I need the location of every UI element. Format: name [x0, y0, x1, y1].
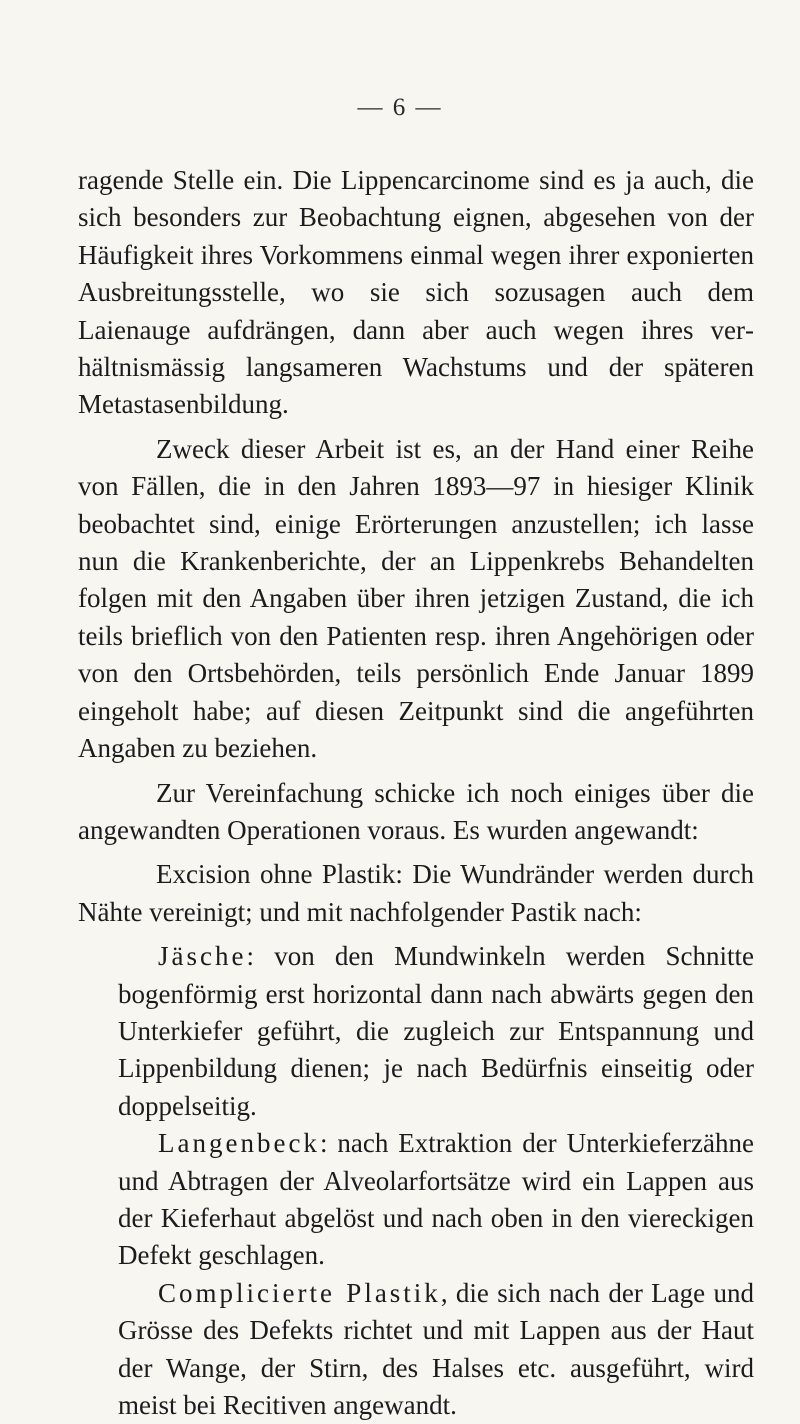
paragraph-4: Excision ohne Plastik: Die Wundränder werden durch Nähte vereinigt; und mit nachfolgender Pastik nach: [78, 859, 754, 927]
paragraph-2: Zweck dieser Arbeit ist es, an der Hand einer Reihe von Fällen, die in den Jahren 1893—97 in hiesiger Klinik beobachtet sind, einige Erörterungen anzustellen; ich lasse nun die Krankenberichte, der an Lippenkrebs Behandelten folgen mit den Angaben über ihren jetzigen Zustand, die ich teils brieflich von den Patienten resp. ihren Angehörigen oder von den Ortsbehörden, teils persönlich Ende Januar 1899 eingeholt habe; auf diesen Zeitpunkt sind die angeführten Angaben zu beziehen. [78, 433, 754, 764]
method-name: Jäsche [158, 941, 247, 972]
method-description: : von den Mundwinkeln werden Schnitte bogenförmig erst horizontal dann nach abwärts gegen den Unterkiefer geführt, die zugleich zur Entspannung und Lippenbildung dienen; je nach Bedürfnis einseitig oder doppelseitig. [118, 941, 754, 1121]
paragraph-3: Zur Vereinfachung schicke ich noch einiges über die angewandten Operationen voraus. Es wurden angewandt: [78, 777, 754, 845]
page-number: — 6 — [357, 94, 443, 121]
method-name: Langenbeck [158, 1128, 320, 1159]
method-description: , die sich nach der Lage und Grösse des Defekts richtet und mit Lappen aus der Haut der Wange, der Stirn, des Halses etc. ausgeführt, wird meist bei Recitiven angewandt. [118, 1277, 754, 1420]
body-text [78, 162, 754, 1424]
method-langenbeck [78, 1125, 754, 1275]
paragraph-1: ragende Stelle ein. Die Lippencarcinome sind es ja auch, die sich besonders zur Beobachtung eignen, abgesehen von der Häufigkeit ihres Vorkommens einmal wegen ihrer exponierten Ausbreitungsstelle, wo sie sich sozusagen auch dem Laienauge aufdrängen, dann aber auch wegen ihres verhältnismässig langsameren Wachstums und der späteren Metastasenbildung. [78, 165, 754, 420]
method-description: : nach Extraktion der Unterkieferzähne und Abtragen der Alveolarfortsätze wird ein Lappen aus der Kieferhaut abgelöst und nach oben in den viereckigen Defekt geschlagen. [118, 1128, 754, 1271]
method-complicierte-plastik [78, 1275, 754, 1424]
method-jaesche [78, 938, 754, 1125]
method-name: Complicierte Plastik [158, 1277, 441, 1308]
